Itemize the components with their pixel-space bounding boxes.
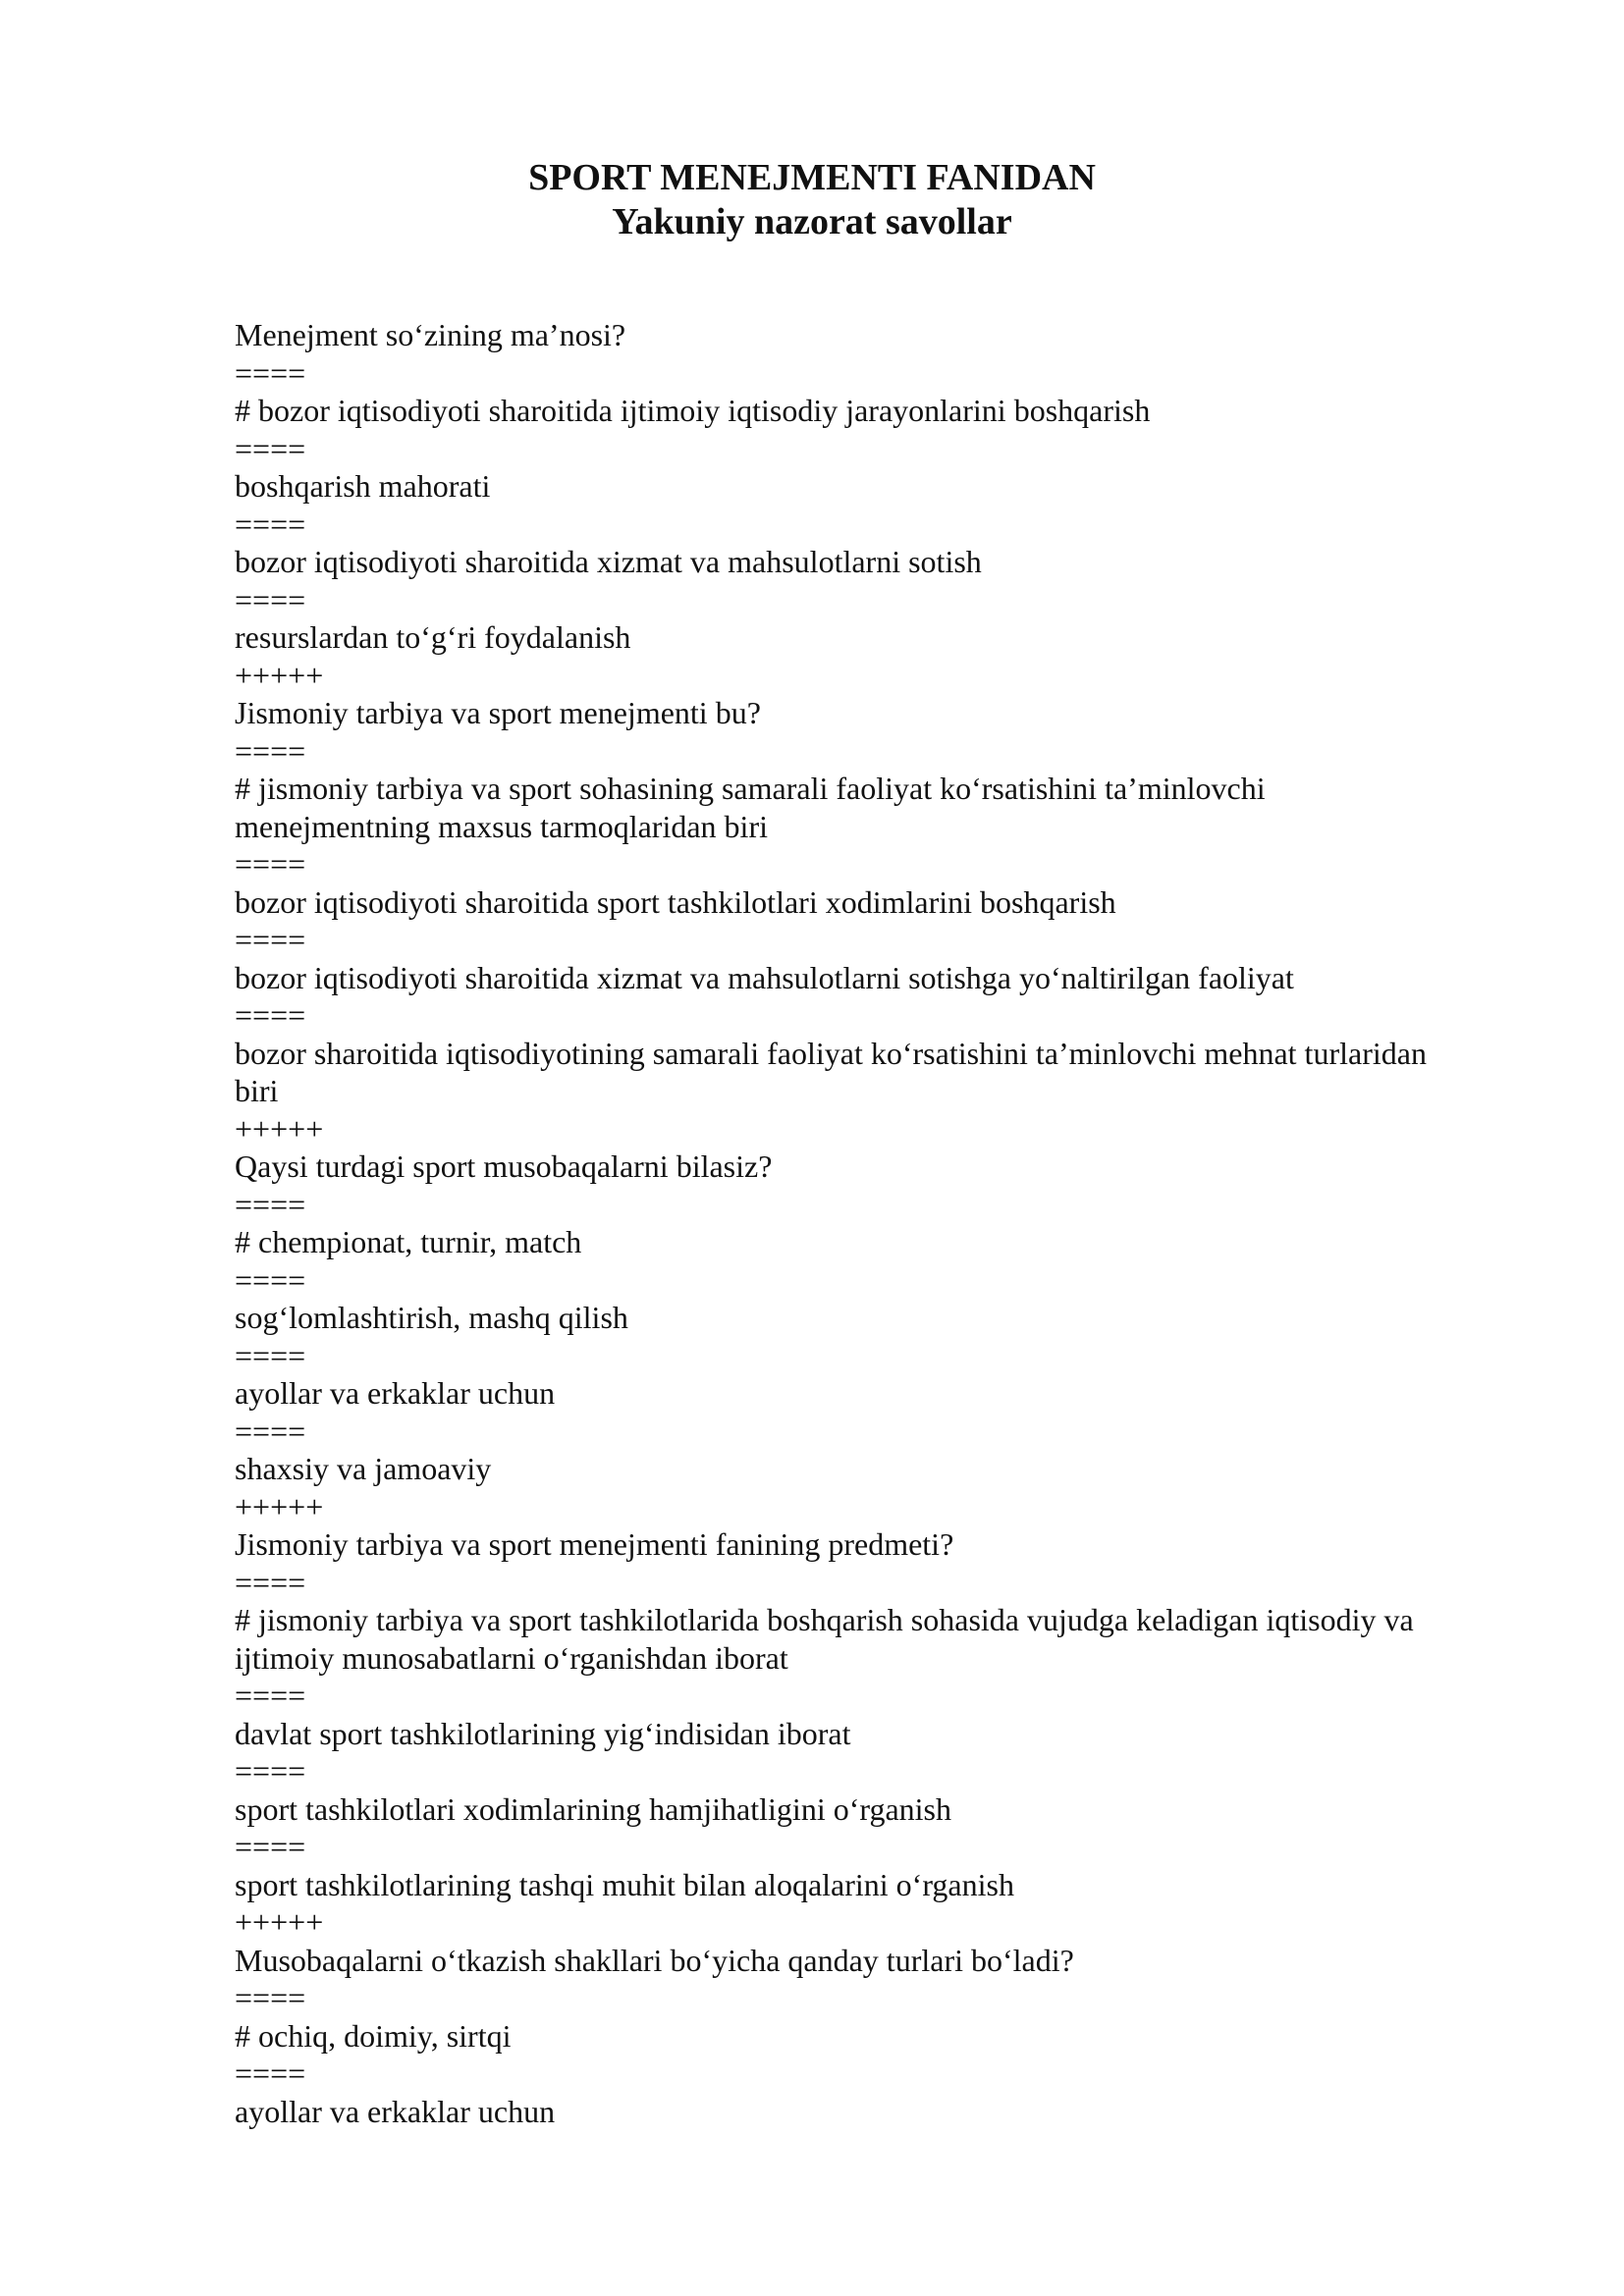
separator: ====	[235, 922, 306, 957]
answer-option: sport tashkilotlari xodimlarining hamjihatligini o‘rganish	[235, 1790, 951, 1827]
answer-option: resurslardan to‘g‘ri foydalanish	[235, 619, 631, 655]
separator: ====	[235, 1186, 306, 1222]
question-text: Jismoniy tarbiya va sport menejmenti bu?	[235, 695, 761, 730]
separator: ====	[235, 1753, 306, 1789]
answer-option: bozor iqtisodiyoti sharoitida xizmat va mahsulotlarni sotishga yo‘naltirilgan faoliyat	[235, 959, 1294, 995]
separator: ====	[235, 1564, 306, 1600]
answer-option: # chempionat, turnir, match	[235, 1224, 582, 1259]
separator: ====	[235, 430, 306, 466]
answer-option-continued: menejmentning maxsus tarmoqlaridan biri	[235, 808, 768, 844]
question-divider: +++++	[235, 1904, 324, 1940]
answer-option: sog‘lomlashtirish, mashq qilish	[235, 1300, 628, 1335]
separator: ====	[235, 354, 306, 391]
answer-option: boshqarish mahorati	[235, 468, 491, 504]
question-divider: +++++	[235, 1488, 324, 1524]
separator: ====	[235, 581, 306, 617]
answer-option: bozor iqtisodiyoti sharoitida sport tashkilotlari xodimlarini boshqarish	[235, 883, 1116, 920]
question-text: Jismoniy tarbiya va sport menejmenti fanining predmeti?	[235, 1526, 954, 1562]
answer-option: davlat sport tashkilotlarining yig‘indisidan iborat	[235, 1715, 851, 1751]
separator: ====	[235, 1261, 306, 1298]
answer-option: bozor iqtisodiyoti sharoitida xizmat va mahsulotlarni sotish	[235, 544, 982, 579]
separator: ====	[235, 732, 306, 769]
answer-option: # ochiq, doimiy, sirtqi	[235, 2017, 512, 2054]
question-divider: +++++	[235, 657, 324, 693]
separator: ====	[235, 1829, 306, 1864]
answer-option: # jismoniy tarbiya va sport tashkilotlarida boshqarish sohasida vujudga keladigan iqtisodiy va	[235, 1602, 1414, 1637]
answer-option: shaxsiy va jamoaviy	[235, 1451, 492, 1486]
answer-option: # jismoniy tarbiya va sport sohasining samarali faoliyat ko‘rsatishini ta’minlovchi	[235, 771, 1266, 806]
question-divider: +++++	[235, 1110, 324, 1147]
question-list	[235, 316, 1501, 2130]
answer-option: # bozor iqtisodiyoti sharoitida ijtimoiy iqtisodiy jarayonlarini boshqarish	[235, 393, 1151, 428]
separator: ====	[235, 846, 306, 881]
answer-option: sport tashkilotlarining tashqi muhit bilan aloqalarini o‘rganish	[235, 1866, 1014, 1902]
question-text: Menejment so‘zining ma’nosi?	[235, 317, 626, 352]
answer-option-continued: biri	[235, 1073, 279, 1108]
answer-option: ayollar va erkaklar uchun	[235, 2093, 556, 2129]
separator: ====	[235, 1678, 306, 1713]
answer-option: bozor sharoitida iqtisodiyotining samarali faoliyat ko‘rsatishini ta’minlovchi mehnat turlaridan	[235, 1035, 1427, 1071]
answer-option-continued: ijtimoiy munosabatlarni o‘rganishdan iborat	[235, 1639, 788, 1676]
separator: ====	[235, 1413, 306, 1449]
separator: ====	[235, 506, 306, 542]
document-title: SPORT MENEJMENTI FANIDAN	[528, 157, 1096, 198]
answer-option: ayollar va erkaklar uchun	[235, 1375, 556, 1411]
separator: ====	[235, 1337, 306, 1373]
question-text: Qaysi turdagi sport musobaqalarni bilasiz?	[235, 1148, 773, 1184]
separator: ====	[235, 997, 306, 1033]
document-subtitle: Yakuniy nazorat savollar	[612, 201, 1012, 242]
separator: ====	[235, 2056, 306, 2091]
question-text: Musobaqalarni o‘tkazish shakllari bo‘yicha qanday turlari bo‘ladi?	[235, 1942, 1074, 1978]
separator: ====	[235, 1980, 306, 2015]
